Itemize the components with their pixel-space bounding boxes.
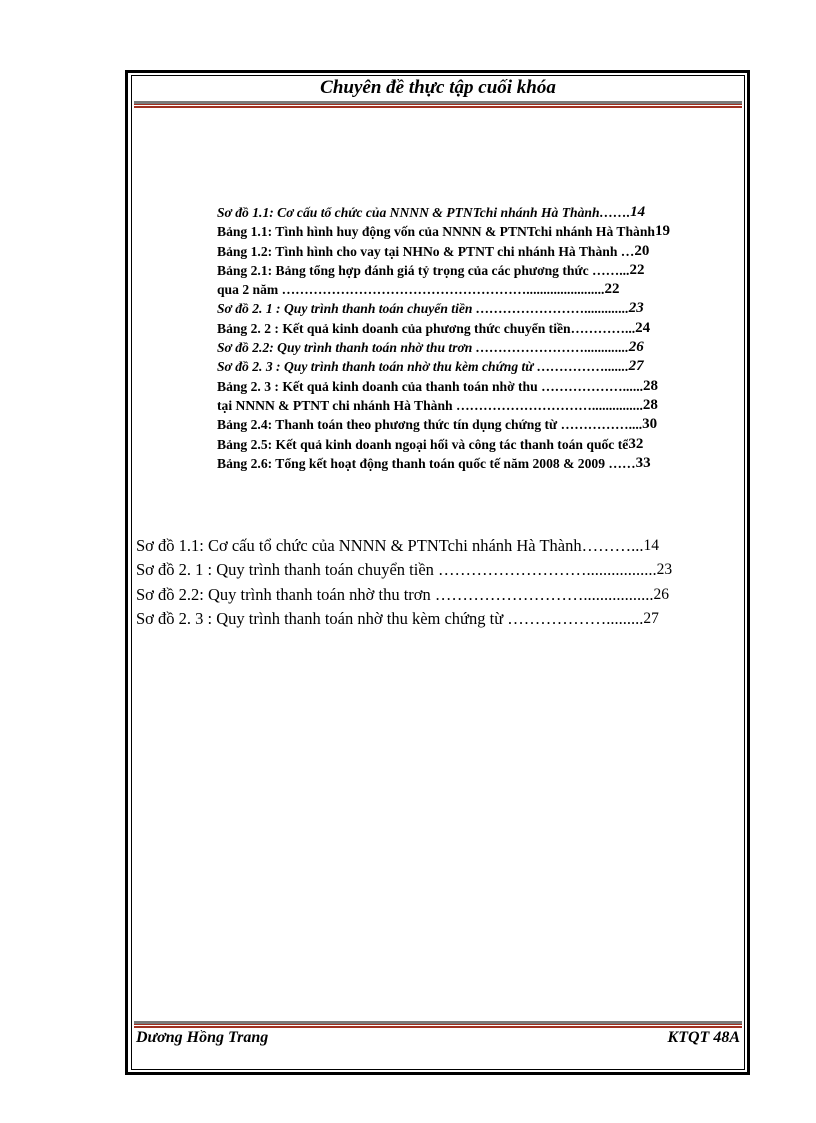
toc-entry: Sơ đồ 2. 3 : Quy trình thanh toán nhờ thu kèm chứng từ ……………....... 27 (217, 358, 644, 375)
toc-entry: Bảng 2.6: Tổng kết hoạt động thanh toán quốc tế năm 2008 & 2009 …… 33 (217, 454, 651, 471)
toc-entry: Sơ đồ 2.2: Quy trình thanh toán nhờ thu trơn ……………………............. 26 (217, 339, 644, 356)
toc-entry: qua 2 năm ………………………………………………....................... 22 (217, 281, 620, 298)
toc-entry: Sơ đồ 1.1: Cơ cấu tổ chức của NNNN & PTNTchi nhánh Hà Thành……. 14 (217, 204, 646, 220)
footer-author: Dương Hồng Trang (136, 1029, 269, 1046)
header-rule (134, 101, 742, 105)
toc-entry: Bảng 2.4: Thanh toán theo phương thức tín dụng chứng từ …………….... 30 (217, 416, 658, 433)
toc-entry: Bảng 2. 3 : Kết quả kinh doanh của thanh toán nhờ thu ………………...... 28 (217, 377, 659, 394)
toc-entry: Sơ đồ 2. 3 : Quy trình thanh toán nhờ thu kèm chứng từ ………………......... 27 (136, 608, 659, 628)
toc-entry: Bảng 1.2: Tình hình cho vay tại NHNo & PTNT chi nhánh Hà Thành … 20 (217, 242, 650, 259)
footer-rule-secondary (134, 1026, 742, 1028)
toc-entry: Bảng 2. 2 : Kết quả kinh doanh của phương thức chuyển tiền…………... 24 (217, 319, 651, 336)
toc-entry: Bảng 2.1: Bảng tổng hợp đánh giá tỷ trọng của các phương thức ……... 22 (217, 261, 645, 278)
footer-class: KTQT 48A (667, 1029, 740, 1046)
toc-entry: Sơ đồ 1.1: Cơ cấu tổ chức của NNNN & PTNTchi nhánh Hà Thành………... 14 (136, 536, 659, 555)
toc-entry: Sơ đồ 2. 1 : Quy trình thanh toán chuyển tiền ………………………................. 23 (136, 560, 673, 580)
toc-small-list (217, 203, 757, 473)
toc-entry: Sơ đồ 2.2: Quy trình thanh toán nhờ thu trơn ………………………................. 26 (136, 584, 669, 604)
toc-entry: Sơ đồ 2. 1 : Quy trình thanh toán chuyển tiền ……………………............. 23 (217, 300, 644, 317)
toc-entry: Bảng 1.1: Tình hình huy động vốn của NNNN & PTNTchi nhánh Hà Thành 19 (217, 223, 670, 240)
footer-rule (134, 1021, 742, 1025)
toc-large-list (136, 534, 736, 631)
toc-entry: tại NNNN & PTNT chi nhánh Hà Thành …………………………............... 28 (217, 396, 658, 413)
header-rule-secondary (134, 106, 742, 108)
header-title: Chuyên đề thực tập cuối khóa (320, 77, 556, 98)
toc-entry: Bảng 2.5: Kết quả kinh doanh ngoại hối và công tác thanh toán quốc tế 32 (217, 435, 644, 452)
